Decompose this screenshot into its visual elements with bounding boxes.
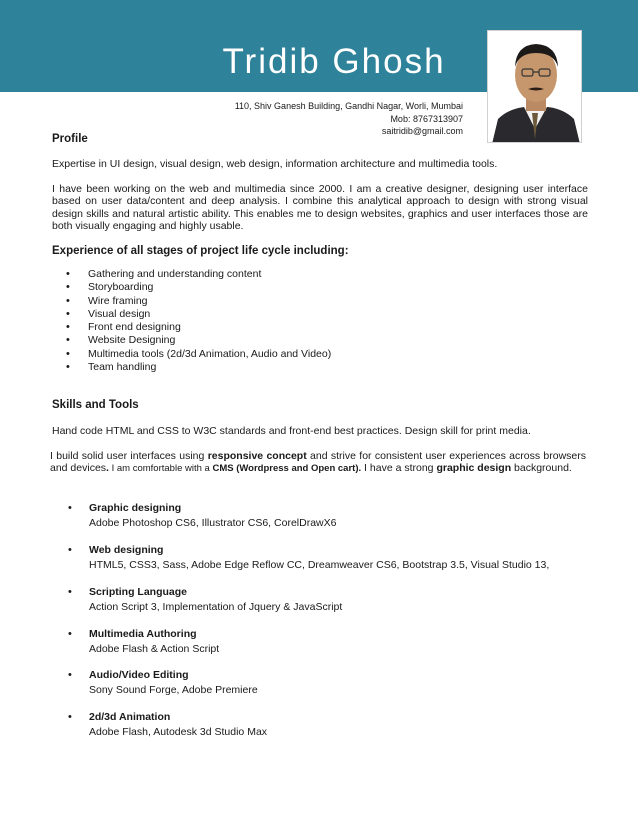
skill-detail: Action Script 3, Implementation of Jquery & JavaScript xyxy=(89,601,343,613)
list-item: • Visual design xyxy=(66,308,331,321)
bullet-icon: • xyxy=(68,669,72,681)
list-item: • Front end designing xyxy=(66,321,331,334)
profile-summary: Expertise in UI design, visual design, web design, information architecture and multimedia tools. xyxy=(52,158,498,170)
p2-text: I have a strong xyxy=(361,462,437,475)
p2-cms: CMS (Wordpress and Open cart). xyxy=(212,463,362,475)
experience-list xyxy=(66,268,331,374)
p2-period: . xyxy=(106,462,109,475)
p2-text: I build solid user interfaces using xyxy=(50,450,208,462)
p2-graphic: graphic design xyxy=(436,462,512,475)
bullet-icon: • xyxy=(68,586,72,598)
list-item: • Multimedia tools (2d/3d Animation, Audio and Video) xyxy=(66,348,331,361)
skill-title: Multimedia Authoring xyxy=(89,628,197,640)
skills-paragraph xyxy=(50,450,586,476)
skill-title: Audio/Video Editing xyxy=(89,669,189,681)
skills-heading: Skills and Tools xyxy=(52,399,139,411)
list-item: • Wire framing xyxy=(66,295,331,308)
list-item: • Team handling xyxy=(66,361,331,374)
skill-detail: Adobe Flash, Autodesk 3d Studio Max xyxy=(89,726,268,738)
skill-detail: Adobe Photoshop CS6, Illustrator CS6, CorelDrawX6 xyxy=(89,517,337,529)
skill-detail: Adobe Flash & Action Script xyxy=(89,643,220,655)
list-item: • Storyboarding xyxy=(66,281,331,294)
skill-title: Web designing xyxy=(89,544,164,556)
p2-responsive: responsive concept xyxy=(207,450,307,462)
email[interactable]: saitridib@gmail.com xyxy=(381,126,463,136)
p2-text: I am comfortable with a xyxy=(108,463,213,475)
address: 110, Shiv Ganesh Building, Gandhi Nagar, Worli, Mumbai xyxy=(234,101,463,111)
p2-text: and strive for consistent user experiences across browsers and devices xyxy=(50,450,586,475)
profile-photo xyxy=(487,30,582,143)
skills-intro: Hand code HTML and CSS to W3C standards and front-end best practices. Design skill for print media. xyxy=(52,425,531,437)
bullet-icon: • xyxy=(68,502,72,514)
profile-photo-icon xyxy=(488,31,582,143)
list-item: • Gathering and understanding content xyxy=(66,268,331,281)
skill-detail: Sony Sound Forge, Adobe Premiere xyxy=(89,684,258,696)
skill-title: Graphic designing xyxy=(89,502,182,514)
contact-block xyxy=(235,100,463,138)
list-item: • Website Designing xyxy=(66,334,331,347)
p2-text: background. xyxy=(511,462,572,475)
skill-title: Scripting Language xyxy=(89,586,188,598)
skill-detail: HTML5, CSS3, Sass, Adobe Edge Reflow CC, Dreamweaver CS6, Bootstrap 3.5, Visual Studio 13, xyxy=(89,559,550,571)
profile-heading: Profile xyxy=(52,133,88,145)
bullet-icon: • xyxy=(68,544,72,556)
profile-paragraph: I have been working on the web and multimedia since 2000. I am a creative designer, designing user interface based on user data/content and deep analysis. I combine this analytical approach to design with strong visual design skills and natural artistic ability. This enables me to design websites, graphics and user interfaces those are both visually engaging and highly usable. xyxy=(52,183,588,232)
candidate-name: Tridib Ghosh xyxy=(222,42,446,81)
mobile: Mob: 8767313907 xyxy=(390,113,463,124)
bullet-icon: • xyxy=(68,711,72,723)
bullet-icon: • xyxy=(68,628,72,640)
experience-heading: Experience of all stages of project life cycle including: xyxy=(52,245,349,257)
skill-title: 2d/3d Animation xyxy=(89,711,171,723)
